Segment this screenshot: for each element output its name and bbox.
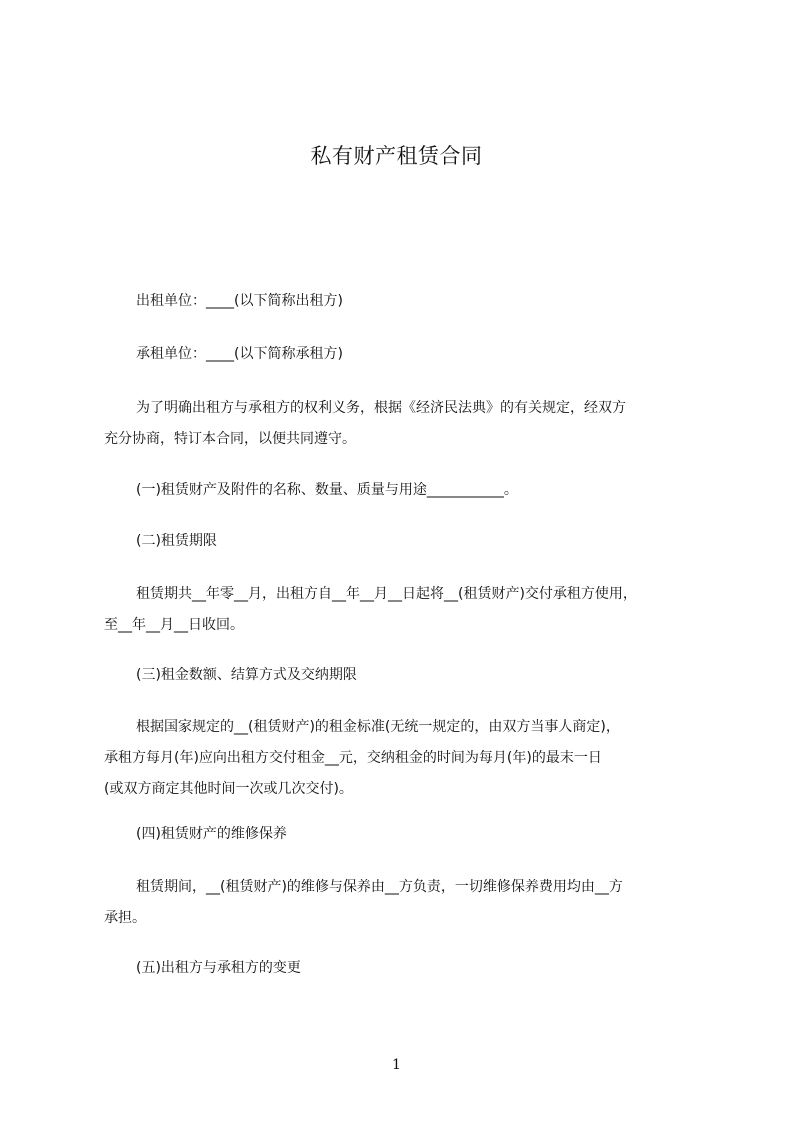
- section-heading-3: (三)租金数额、结算方式及交纳期限: [136, 667, 357, 683]
- maintenance-paragraph: 租赁期间，__(租赁财产)的维修与保养由__方负责，一切维修保养费用均由__方 承担。: [104, 879, 623, 926]
- rent-paragraph: 根据国家规定的__(租赁财产)的租金标准(无统一规定的，由双方当事人商定)， 承租方每月(年)应向出租方交付租金__元，交纳租金的时间为每月(年)的最末一日 (或双方商定其他时间一次或几次交付)。: [104, 719, 620, 797]
- page-number: 1: [392, 1057, 401, 1073]
- lessee-line: 承租单位：____(以下简称承租方): [136, 346, 343, 362]
- lessor-line: 出租单位：____(以下简称出租方): [136, 293, 343, 309]
- lease-term-paragraph: 租赁期共__年零__月，出租方自__年__月__日起将__(租赁财产)交付承租方使用， 至__年__月__日收回。: [104, 586, 637, 633]
- document-title: 私有财产租赁合同: [310, 144, 483, 168]
- section-heading-4: (四)租赁财产的维修保养: [136, 826, 287, 842]
- section-heading-1: (一)租赁财产及附件的名称、数量、质量与用途___________。: [136, 482, 518, 498]
- preamble-paragraph: 为了明确出租方与承租方的权利义务，根据《经济民法典》的有关规定，经双方 充分协商，特订本合同，以便共同遵守。: [104, 400, 626, 447]
- section-heading-5: (五)出租方与承租方的变更: [136, 960, 301, 976]
- section-heading-2: (二)租赁期限: [136, 533, 217, 549]
